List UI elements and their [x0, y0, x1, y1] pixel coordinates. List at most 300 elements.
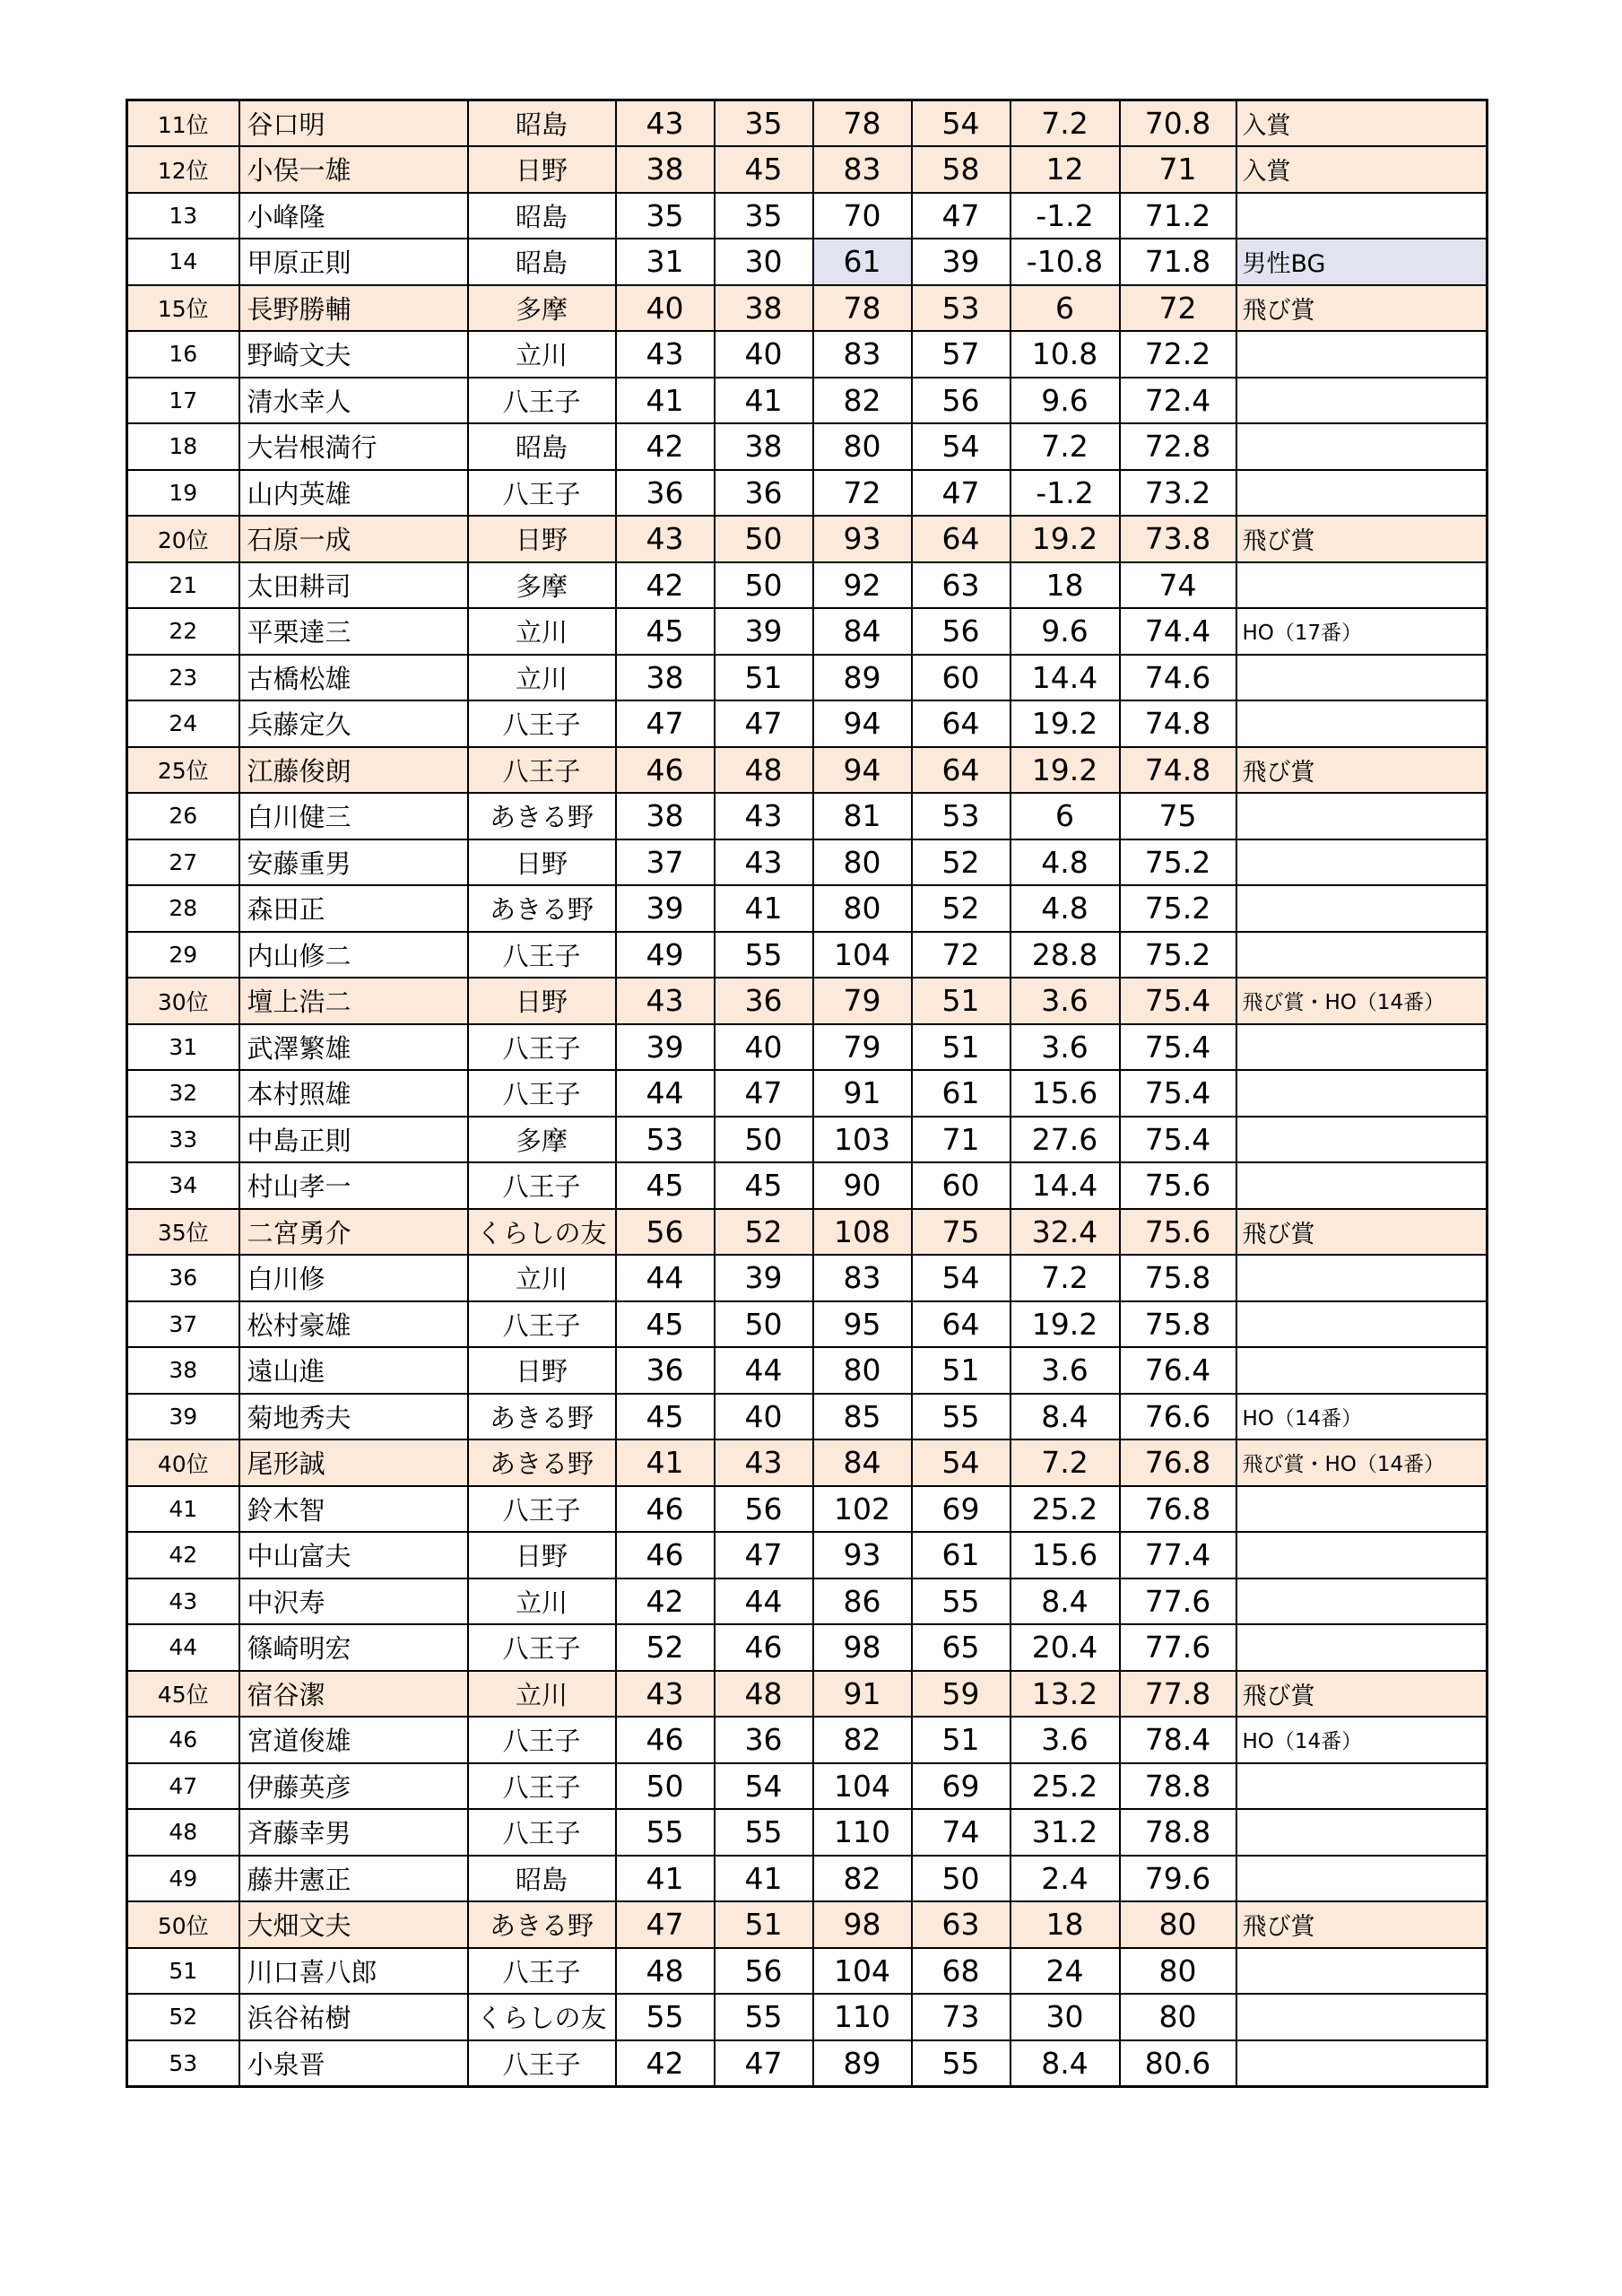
- net-score-cell: 72.4: [1120, 378, 1236, 424]
- points-cell: 73: [912, 1994, 1010, 2040]
- points-cell: 51: [912, 1024, 1010, 1071]
- remarks-cell: [1236, 1162, 1488, 1209]
- rank-cell: 44: [127, 1624, 239, 1671]
- in-score-cell: 39: [715, 1255, 813, 1301]
- points-cell: 53: [912, 285, 1010, 332]
- points-cell: 69: [912, 1486, 1010, 1533]
- gross-score-cell: 89: [813, 655, 912, 701]
- net-score-cell: 75.2: [1120, 839, 1236, 886]
- player-name-cell: 小泉晋: [239, 2040, 468, 2087]
- table-row: [127, 1117, 1488, 1163]
- handicap-cell: 19.2: [1010, 516, 1120, 562]
- rank-cell: 30位: [127, 978, 239, 1024]
- out-score-cell: 36: [616, 470, 715, 517]
- in-score-cell: 36: [715, 470, 813, 517]
- points-cell: 55: [912, 1394, 1010, 1440]
- rank-cell: 41: [127, 1486, 239, 1533]
- remarks-cell: [1236, 839, 1488, 886]
- gross-score-cell: 91: [813, 1671, 912, 1718]
- points-cell: 71: [912, 1117, 1010, 1163]
- gross-score-cell: 108: [813, 1209, 912, 1256]
- in-score-cell: 47: [715, 2040, 813, 2087]
- in-score-cell: 41: [715, 885, 813, 932]
- handicap-cell: 9.6: [1010, 608, 1120, 655]
- rank-cell: 15位: [127, 285, 239, 332]
- in-score-cell: 45: [715, 146, 813, 193]
- club-cell: くらしの友: [468, 1209, 616, 1256]
- remarks-cell: [1236, 1301, 1488, 1348]
- table-row: [127, 1809, 1488, 1856]
- rank-cell: 36: [127, 1255, 239, 1301]
- points-cell: 39: [912, 239, 1010, 285]
- net-score-cell: 75.4: [1120, 1024, 1236, 1071]
- table-row: [127, 331, 1488, 378]
- remarks-cell: [1236, 793, 1488, 839]
- table-row: [127, 562, 1488, 609]
- in-score-cell: 44: [715, 1578, 813, 1625]
- out-score-cell: 42: [616, 562, 715, 609]
- out-score-cell: 56: [616, 1209, 715, 1256]
- gross-score-cell: 110: [813, 1994, 912, 2040]
- out-score-cell: 50: [616, 1763, 715, 1810]
- net-score-cell: 75.4: [1120, 1117, 1236, 1163]
- rank-cell: 52: [127, 1994, 239, 2040]
- club-cell: あきる野: [468, 885, 616, 932]
- gross-score-cell: 102: [813, 1486, 912, 1533]
- table-row: [127, 793, 1488, 839]
- club-cell: 多摩: [468, 1117, 616, 1163]
- gross-score-cell: 81: [813, 793, 912, 839]
- table-row: [127, 470, 1488, 517]
- net-score-cell: 80: [1120, 1948, 1236, 1995]
- rank-cell: 32: [127, 1070, 239, 1117]
- table-row: [127, 747, 1488, 794]
- club-cell: 八王子: [468, 1763, 616, 1810]
- net-score-cell: 75.6: [1120, 1209, 1236, 1256]
- out-score-cell: 43: [616, 100, 715, 147]
- club-cell: 日野: [468, 1347, 616, 1394]
- in-score-cell: 56: [715, 1486, 813, 1533]
- remarks-cell: 男性BG: [1236, 239, 1488, 285]
- table-row: [127, 1994, 1488, 2040]
- out-score-cell: 35: [616, 193, 715, 239]
- rank-cell: 38: [127, 1347, 239, 1394]
- remarks-cell: [1236, 331, 1488, 378]
- table-row: [127, 1301, 1488, 1348]
- remarks-cell: [1236, 378, 1488, 424]
- remarks-cell: 飛び賞: [1236, 1209, 1488, 1256]
- in-score-cell: 43: [715, 839, 813, 886]
- rank-cell: 40位: [127, 1439, 239, 1486]
- in-score-cell: 46: [715, 1624, 813, 1671]
- rank-cell: 18: [127, 423, 239, 470]
- player-name-cell: 本村照雄: [239, 1070, 468, 1117]
- handicap-cell: 27.6: [1010, 1117, 1120, 1163]
- out-score-cell: 39: [616, 885, 715, 932]
- club-cell: 八王子: [468, 1624, 616, 1671]
- remarks-cell: [1236, 700, 1488, 747]
- player-name-cell: 藤井憲正: [239, 1856, 468, 1902]
- rank-cell: 45位: [127, 1671, 239, 1718]
- handicap-cell: 7.2: [1010, 1255, 1120, 1301]
- net-score-cell: 71.2: [1120, 193, 1236, 239]
- in-score-cell: 35: [715, 100, 813, 147]
- player-name-cell: 山内英雄: [239, 470, 468, 517]
- handicap-cell: 3.6: [1010, 1024, 1120, 1071]
- club-cell: 昭島: [468, 100, 616, 147]
- remarks-cell: 入賞: [1236, 146, 1488, 193]
- handicap-cell: 30: [1010, 1994, 1120, 2040]
- gross-score-cell: 78: [813, 100, 912, 147]
- in-score-cell: 47: [715, 1070, 813, 1117]
- net-score-cell: 78.8: [1120, 1809, 1236, 1856]
- club-cell: 八王子: [468, 378, 616, 424]
- player-name-cell: 中山富夫: [239, 1532, 468, 1578]
- rank-cell: 37: [127, 1301, 239, 1348]
- rank-cell: 31: [127, 1024, 239, 1071]
- results-table: [126, 99, 1488, 2088]
- club-cell: 多摩: [468, 285, 616, 332]
- gross-score-cell: 82: [813, 378, 912, 424]
- out-score-cell: 55: [616, 1994, 715, 2040]
- player-name-cell: 小俣一雄: [239, 146, 468, 193]
- gross-score-cell: 72: [813, 470, 912, 517]
- player-name-cell: 野崎文夫: [239, 331, 468, 378]
- club-cell: 八王子: [468, 700, 616, 747]
- in-score-cell: 30: [715, 239, 813, 285]
- gross-score-cell: 93: [813, 1532, 912, 1578]
- net-score-cell: 76.4: [1120, 1347, 1236, 1394]
- table-row: [127, 516, 1488, 562]
- remarks-cell: 飛び賞: [1236, 285, 1488, 332]
- remarks-cell: [1236, 1994, 1488, 2040]
- table-row: [127, 1347, 1488, 1394]
- remarks-cell: HO（17番）: [1236, 608, 1488, 655]
- gross-score-cell: 93: [813, 516, 912, 562]
- handicap-cell: 19.2: [1010, 747, 1120, 794]
- in-score-cell: 38: [715, 285, 813, 332]
- points-cell: 55: [912, 1578, 1010, 1625]
- table-row: [127, 1486, 1488, 1533]
- handicap-cell: 10.8: [1010, 331, 1120, 378]
- club-cell: 八王子: [468, 470, 616, 517]
- out-score-cell: 43: [616, 1671, 715, 1718]
- points-cell: 64: [912, 1301, 1010, 1348]
- player-name-cell: 中沢寿: [239, 1578, 468, 1625]
- gross-score-cell: 78: [813, 285, 912, 332]
- points-cell: 59: [912, 1671, 1010, 1718]
- out-score-cell: 42: [616, 2040, 715, 2087]
- remarks-cell: [1236, 2040, 1488, 2087]
- club-cell: 昭島: [468, 423, 616, 470]
- handicap-cell: 25.2: [1010, 1763, 1120, 1810]
- club-cell: あきる野: [468, 793, 616, 839]
- net-score-cell: 75.6: [1120, 1162, 1236, 1209]
- out-score-cell: 46: [616, 747, 715, 794]
- out-score-cell: 42: [616, 423, 715, 470]
- points-cell: 54: [912, 1255, 1010, 1301]
- gross-score-cell: 104: [813, 1763, 912, 1810]
- points-cell: 47: [912, 193, 1010, 239]
- table-row: [127, 885, 1488, 932]
- rank-cell: 33: [127, 1117, 239, 1163]
- handicap-cell: 7.2: [1010, 100, 1120, 147]
- handicap-cell: 2.4: [1010, 1856, 1120, 1902]
- points-cell: 61: [912, 1532, 1010, 1578]
- gross-score-cell: 89: [813, 2040, 912, 2087]
- in-score-cell: 51: [715, 1901, 813, 1948]
- points-cell: 52: [912, 839, 1010, 886]
- table-row: [127, 1624, 1488, 1671]
- club-cell: 八王子: [468, 1162, 616, 1209]
- club-cell: あきる野: [468, 1901, 616, 1948]
- net-score-cell: 74.8: [1120, 700, 1236, 747]
- rank-cell: 50位: [127, 1901, 239, 1948]
- player-name-cell: 浜谷祐樹: [239, 1994, 468, 2040]
- gross-score-cell: 85: [813, 1394, 912, 1440]
- remarks-cell: 飛び賞: [1236, 516, 1488, 562]
- table-row: [127, 239, 1488, 285]
- out-score-cell: 46: [616, 1532, 715, 1578]
- club-cell: 日野: [468, 146, 616, 193]
- gross-score-cell: 94: [813, 700, 912, 747]
- club-cell: あきる野: [468, 1394, 616, 1440]
- table-row: [127, 1394, 1488, 1440]
- handicap-cell: 8.4: [1010, 1578, 1120, 1625]
- player-name-cell: 太田耕司: [239, 562, 468, 609]
- net-score-cell: 76.8: [1120, 1486, 1236, 1533]
- table-row: [127, 1209, 1488, 1256]
- points-cell: 63: [912, 1901, 1010, 1948]
- handicap-cell: 12: [1010, 146, 1120, 193]
- remarks-cell: [1236, 1624, 1488, 1671]
- handicap-cell: 9.6: [1010, 378, 1120, 424]
- out-score-cell: 38: [616, 655, 715, 701]
- points-cell: 51: [912, 978, 1010, 1024]
- club-cell: 昭島: [468, 239, 616, 285]
- net-score-cell: 80: [1120, 1994, 1236, 2040]
- out-score-cell: 44: [616, 1255, 715, 1301]
- remarks-cell: [1236, 932, 1488, 978]
- player-name-cell: 石原一成: [239, 516, 468, 562]
- rank-cell: 43: [127, 1578, 239, 1625]
- in-score-cell: 51: [715, 655, 813, 701]
- rank-cell: 48: [127, 1809, 239, 1856]
- out-score-cell: 47: [616, 1901, 715, 1948]
- out-score-cell: 45: [616, 1162, 715, 1209]
- remarks-cell: [1236, 1486, 1488, 1533]
- remarks-cell: [1236, 193, 1488, 239]
- gross-score-cell: 98: [813, 1624, 912, 1671]
- player-name-cell: 白川健三: [239, 793, 468, 839]
- points-cell: 63: [912, 562, 1010, 609]
- gross-score-cell: 86: [813, 1578, 912, 1625]
- club-cell: 八王子: [468, 1070, 616, 1117]
- net-score-cell: 78.4: [1120, 1717, 1236, 1763]
- gross-score-cell: 92: [813, 562, 912, 609]
- rank-cell: 51: [127, 1948, 239, 1995]
- points-cell: 69: [912, 1763, 1010, 1810]
- out-score-cell: 45: [616, 1394, 715, 1440]
- in-score-cell: 40: [715, 331, 813, 378]
- points-cell: 64: [912, 747, 1010, 794]
- gross-score-cell: 84: [813, 1439, 912, 1486]
- gross-score-cell: 70: [813, 193, 912, 239]
- net-score-cell: 76.6: [1120, 1394, 1236, 1440]
- table-row: [127, 1532, 1488, 1578]
- club-cell: 八王子: [468, 1809, 616, 1856]
- points-cell: 53: [912, 793, 1010, 839]
- player-name-cell: 川口喜八郎: [239, 1948, 468, 1995]
- table-row: [127, 1578, 1488, 1625]
- handicap-cell: 7.2: [1010, 423, 1120, 470]
- gross-score-cell: 83: [813, 1255, 912, 1301]
- table-row: [127, 2040, 1488, 2087]
- handicap-cell: 18: [1010, 1901, 1120, 1948]
- remarks-cell: [1236, 562, 1488, 609]
- remarks-cell: [1236, 1856, 1488, 1902]
- handicap-cell: 6: [1010, 793, 1120, 839]
- handicap-cell: 13.2: [1010, 1671, 1120, 1718]
- out-score-cell: 41: [616, 1856, 715, 1902]
- net-score-cell: 74: [1120, 562, 1236, 609]
- in-score-cell: 40: [715, 1024, 813, 1071]
- handicap-cell: 31.2: [1010, 1809, 1120, 1856]
- handicap-cell: 32.4: [1010, 1209, 1120, 1256]
- table-row: [127, 1070, 1488, 1117]
- out-score-cell: 37: [616, 839, 715, 886]
- table-row: [127, 978, 1488, 1024]
- gross-score-cell: 83: [813, 146, 912, 193]
- out-score-cell: 52: [616, 1624, 715, 1671]
- rank-cell: 46: [127, 1717, 239, 1763]
- remarks-cell: 飛び賞: [1236, 1901, 1488, 1948]
- handicap-cell: 4.8: [1010, 885, 1120, 932]
- handicap-cell: -1.2: [1010, 193, 1120, 239]
- handicap-cell: 8.4: [1010, 1394, 1120, 1440]
- points-cell: 55: [912, 2040, 1010, 2087]
- points-cell: 56: [912, 608, 1010, 655]
- remarks-cell: 飛び賞・HO（14番）: [1236, 978, 1488, 1024]
- gross-score-cell: 104: [813, 1948, 912, 1995]
- gross-score-cell: 80: [813, 885, 912, 932]
- in-score-cell: 47: [715, 700, 813, 747]
- in-score-cell: 48: [715, 1671, 813, 1718]
- gross-score-cell: 80: [813, 839, 912, 886]
- handicap-cell: 15.6: [1010, 1532, 1120, 1578]
- table-row: [127, 1255, 1488, 1301]
- rank-cell: 25位: [127, 747, 239, 794]
- net-score-cell: 78.8: [1120, 1763, 1236, 1810]
- net-score-cell: 70.8: [1120, 100, 1236, 147]
- club-cell: 八王子: [468, 1024, 616, 1071]
- rank-cell: 53: [127, 2040, 239, 2087]
- rank-cell: 27: [127, 839, 239, 886]
- handicap-cell: 19.2: [1010, 700, 1120, 747]
- out-score-cell: 38: [616, 146, 715, 193]
- handicap-cell: 6: [1010, 285, 1120, 332]
- rank-cell: 23: [127, 655, 239, 701]
- player-name-cell: 平栗達三: [239, 608, 468, 655]
- points-cell: 64: [912, 516, 1010, 562]
- points-cell: 60: [912, 1162, 1010, 1209]
- in-score-cell: 44: [715, 1347, 813, 1394]
- in-score-cell: 41: [715, 378, 813, 424]
- handicap-cell: 3.6: [1010, 1717, 1120, 1763]
- handicap-cell: 7.2: [1010, 1439, 1120, 1486]
- net-score-cell: 80.6: [1120, 2040, 1236, 2087]
- gross-score-cell: 103: [813, 1117, 912, 1163]
- player-name-cell: 壇上浩二: [239, 978, 468, 1024]
- club-cell: 立川: [468, 331, 616, 378]
- net-score-cell: 75.2: [1120, 885, 1236, 932]
- remarks-cell: [1236, 655, 1488, 701]
- player-name-cell: 二宮勇介: [239, 1209, 468, 1256]
- remarks-cell: [1236, 1578, 1488, 1625]
- out-score-cell: 46: [616, 1717, 715, 1763]
- club-cell: 八王子: [468, 1486, 616, 1533]
- rank-cell: 29: [127, 932, 239, 978]
- points-cell: 51: [912, 1347, 1010, 1394]
- net-score-cell: 77.6: [1120, 1624, 1236, 1671]
- gross-score-cell: 61: [813, 239, 912, 285]
- out-score-cell: 41: [616, 378, 715, 424]
- table-row: [127, 655, 1488, 701]
- player-name-cell: 兵藤定久: [239, 700, 468, 747]
- points-cell: 47: [912, 470, 1010, 517]
- out-score-cell: 38: [616, 793, 715, 839]
- net-score-cell: 75.8: [1120, 1255, 1236, 1301]
- club-cell: 八王子: [468, 2040, 616, 2087]
- handicap-cell: 4.8: [1010, 839, 1120, 886]
- player-name-cell: 松村豪雄: [239, 1301, 468, 1348]
- remarks-cell: [1236, 1763, 1488, 1810]
- club-cell: 立川: [468, 1671, 616, 1718]
- club-cell: 八王子: [468, 1301, 616, 1348]
- out-score-cell: 41: [616, 1439, 715, 1486]
- table-row: [127, 100, 1488, 147]
- net-score-cell: 77.6: [1120, 1578, 1236, 1625]
- remarks-cell: [1236, 1117, 1488, 1163]
- results-table-body: [127, 100, 1488, 2087]
- remarks-cell: 飛び賞: [1236, 1671, 1488, 1718]
- rank-cell: 28: [127, 885, 239, 932]
- rank-cell: 20位: [127, 516, 239, 562]
- remarks-cell: [1236, 1024, 1488, 1071]
- in-score-cell: 50: [715, 1301, 813, 1348]
- table-row: [127, 700, 1488, 747]
- net-score-cell: 75.4: [1120, 1070, 1236, 1117]
- club-cell: 日野: [468, 978, 616, 1024]
- gross-score-cell: 83: [813, 331, 912, 378]
- out-score-cell: 53: [616, 1117, 715, 1163]
- table-row: [127, 1439, 1488, 1486]
- gross-score-cell: 91: [813, 1070, 912, 1117]
- in-score-cell: 47: [715, 1532, 813, 1578]
- player-name-cell: 古橋松雄: [239, 655, 468, 701]
- club-cell: 八王子: [468, 747, 616, 794]
- in-score-cell: 54: [715, 1763, 813, 1810]
- out-score-cell: 39: [616, 1024, 715, 1071]
- gross-score-cell: 110: [813, 1809, 912, 1856]
- player-name-cell: 武澤繁雄: [239, 1024, 468, 1071]
- handicap-cell: 20.4: [1010, 1624, 1120, 1671]
- handicap-cell: 28.8: [1010, 932, 1120, 978]
- net-score-cell: 73.8: [1120, 516, 1236, 562]
- club-cell: あきる野: [468, 1439, 616, 1486]
- rank-cell: 39: [127, 1394, 239, 1440]
- handicap-cell: -10.8: [1010, 239, 1120, 285]
